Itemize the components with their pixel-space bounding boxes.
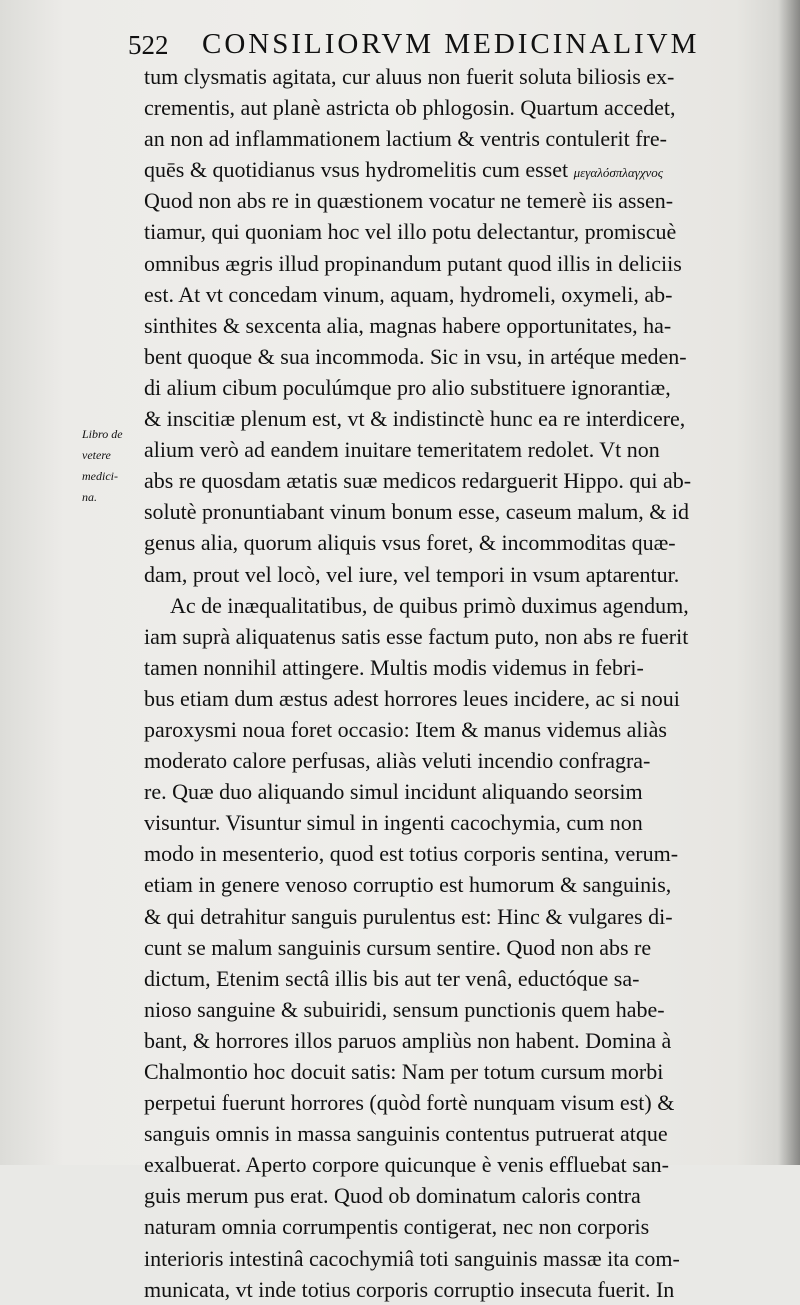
text-line: Ac de inæqualitatibus, de quibus primò duximus agendum, — [170, 592, 689, 618]
text-line: visuntur. Visuntur simul in ingenti cacochymia, cum non — [144, 810, 643, 836]
text-line: & qui detrahitur sanguis purulentus est: Hinc & vulgares di- — [144, 903, 673, 929]
text-line: genus alia, quorum aliquis vsus foret, & incommoditas quæ- — [144, 530, 676, 556]
text-line: etiam in genere venoso corruptio est humorum & sanguinis, — [144, 872, 672, 898]
text-line: solutè pronuntiabant vinum bonum esse, caseum malum, & id — [144, 499, 690, 525]
text-line: cunt se malum sanguinis cursum sentire. Quod non abs re — [144, 934, 652, 960]
text-line: & inscitiæ plenum est, vt & indistinctè hunc ea re interdicere, — [144, 406, 686, 432]
page-edge-shadow — [778, 0, 800, 1165]
text-line: omnibus ægris illud propinandum putant quod illis in deliciis — [144, 250, 682, 276]
text-line: moderato calore perfusas, aliàs veluti incendio confragra- — [144, 748, 651, 774]
text-line: sanguis omnis in massa sanguinis contentus putruerat atque — [144, 1121, 668, 1147]
text-line: tiamur, qui quoniam hoc vel illo potu delectantur, promiscuè — [144, 219, 677, 245]
margin-note-line: Libro de — [82, 427, 123, 441]
text-line: tamen nonnihil attingere. Multis modis videmus in febri- — [144, 654, 644, 680]
text-line: exalbuerat. Aperto corpore quicunque è venis effluebat san- — [144, 1152, 669, 1178]
text-line: Quod non abs re in quæstionem vocatur ne temerè iis assen- — [144, 188, 674, 214]
text-line: modo in mesenterio, quod est totius corporis sentina, verum- — [144, 841, 679, 867]
text-line: an non ad inflammationem lactium & ventris contulerit fre- — [144, 126, 667, 152]
text-line: guis merum pus erat. Quod ob dominatum caloris contra — [144, 1183, 641, 1209]
body-text — [144, 61, 764, 1305]
text-line: abs re quosdam ætatis suæ medicos redarguerit Hippo. qui ab- — [144, 468, 692, 494]
text-line: municata, vt inde totius corporis corruptio insecuta fuerit. In — [144, 1276, 675, 1302]
text-line: dictum, Etenim sectâ illis bis aut ter venâ, eductóque sa- — [144, 965, 640, 991]
text-line: tum clysmatis agitata, cur aluus non fuerit soluta biliosis ex- — [144, 64, 675, 89]
running-title: CONSILIORVM MEDICINALIVM — [202, 28, 700, 60]
text-line: perpetui fuerunt horrores (quòd fortè nunquam visum est) & — [144, 1090, 675, 1116]
text-line: Chalmontio hoc docuit satis: Nam per totum cursum morbi — [144, 1059, 664, 1084]
text-line: dam, prout vel locò, vel iure, vel tempori in vsum aptarentur. — [144, 561, 680, 587]
text-line: iam suprà aliquatenus satis esse factum puto, non abs re fuerit — [144, 623, 689, 649]
text-line: interioris intestinâ cacochymiâ toti sanguinis massæ ita com- — [144, 1245, 680, 1271]
text-line: alium verò ad eandem inuitare temeritatem redolet. Vt non — [144, 437, 660, 463]
text-line-main: quēs & quotidianus vsus hydromelitis cum esset — [144, 157, 569, 183]
text-line: re. Quæ duo aliquando simul incidunt aliquando seorsim — [144, 779, 643, 805]
text-line: crementis, aut planè astricta ob phlogosin. Quartum accedet, — [144, 95, 676, 121]
page-number: 522 — [128, 30, 169, 60]
text-line: nioso sanguine & subuiridi, sensum punctionis quem habe- — [144, 996, 665, 1022]
greek-word: μεγαλόσπλαγχνος — [573, 165, 664, 181]
margin-note — [82, 424, 142, 508]
text-line: est. At vt concedam vinum, aquam, hydromeli, oxymeli, ab- — [144, 281, 673, 307]
text-line: bant, & horrores illos paruos ampliùs non habent. Domina à — [144, 1027, 672, 1053]
text-line: sinthites & sexcenta alia, magnas habere opportunitates, ha- — [144, 312, 672, 338]
text-line — [144, 154, 764, 185]
margin-note-line: na. — [82, 490, 97, 504]
text-line: di alium cibum poculúmque pro alio substituere ignorantiæ, — [144, 374, 671, 400]
margin-note-line: vetere — [82, 448, 111, 462]
text-line: bus etiam dum æstus adest horrores leues incidere, ac si noui — [144, 685, 680, 711]
text-line: paroxysmi noua foret occasio: Item & manus videmus aliàs — [144, 716, 667, 742]
margin-note-line: medici- — [82, 469, 118, 483]
text-line: naturam omnia corrumpentis contigerat, nec non corporis — [144, 1214, 650, 1240]
text-line: bent quoque & sua incommoda. Sic in vsu, in artéque meden- — [144, 343, 687, 369]
page-header — [128, 28, 728, 64]
